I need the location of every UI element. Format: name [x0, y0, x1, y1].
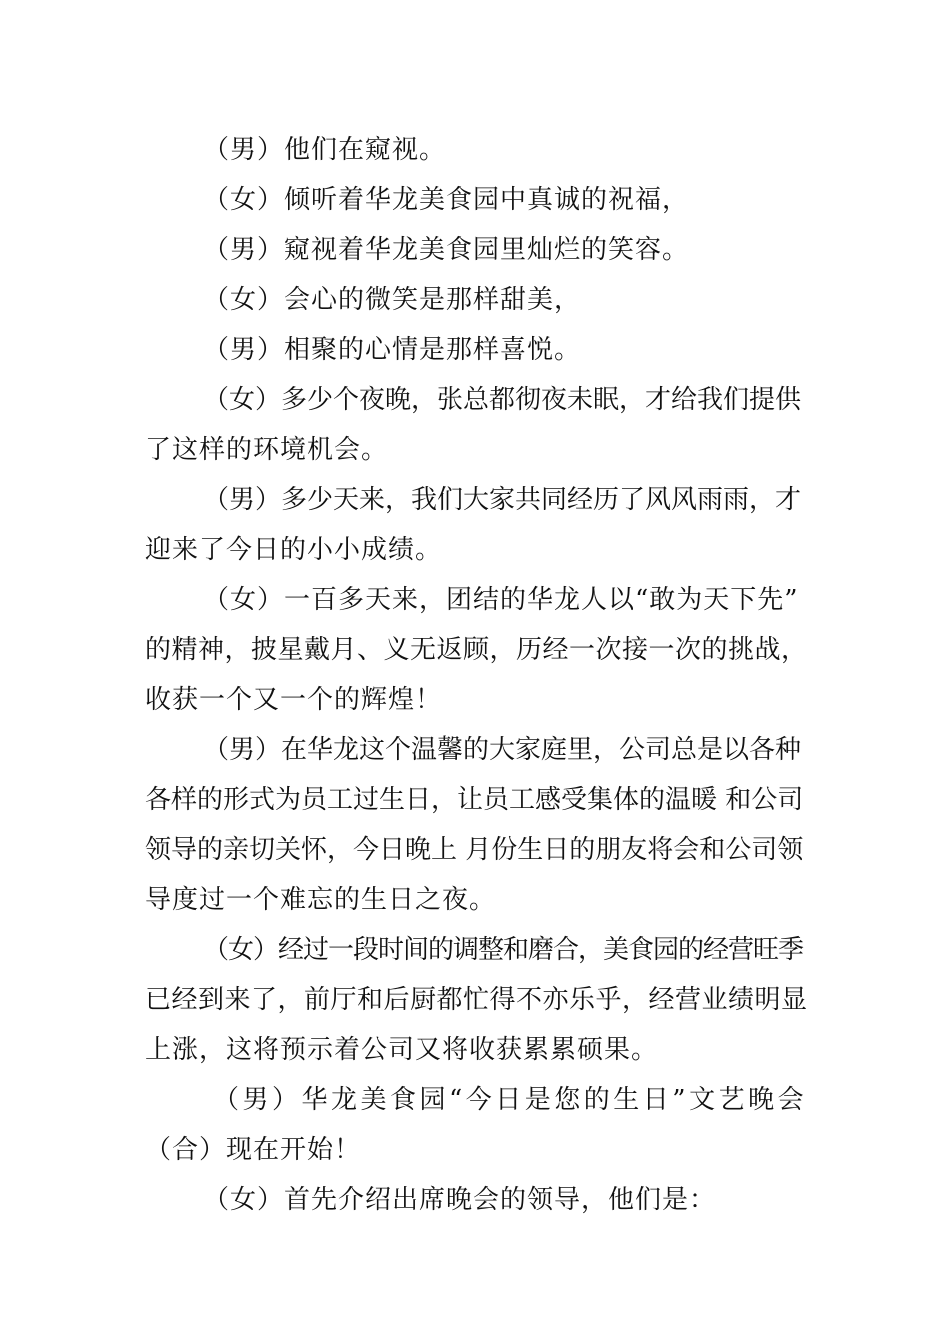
text-line-13: （男）在华龙这个温馨的大家庭里，公司总是以各种	[203, 735, 802, 765]
text-line-8: （男）多少天来，我们大家共同经历了风风雨雨，才	[203, 485, 802, 515]
text-line-19: 上涨，这将预示着公司又将收获累累硕果。	[145, 1035, 659, 1065]
text-line-7: 了这样的环境机会。	[145, 435, 389, 465]
text-line-18: 已经到来了，前厅和后厨都忙得不亦乐乎，经营业绩明显	[145, 985, 808, 1015]
text-line-12: 收获一个又一个的辉煌！	[145, 685, 443, 715]
text-line-3: （男）窥视着华龙美食园里灿烂的笑容。	[203, 235, 690, 265]
text-line-5: （男）相聚的心情是那样喜悦。	[203, 335, 582, 365]
text-line-6: （女）多少个夜晚，张总都彻夜未眠，才给我们提供	[203, 385, 802, 415]
text-line-17: （女）经过一段时间的调整和磨合，美食园的经营旺季	[203, 935, 804, 965]
text-line-1: （男）他们在窥视。	[203, 135, 447, 165]
text-line-16: 导度过一个难忘的生日之夜。	[145, 885, 497, 915]
text-line-15: 领导的亲切关怀，今日晚上 月份生日的朋友将会和公司领	[145, 835, 804, 865]
text-line-2: （女）倾听着华龙美食园中真诚的祝福，	[203, 185, 690, 215]
text-line-20: （男）华龙美食园“今日是您的生日”文艺晚会	[213, 1085, 808, 1115]
text-line-21: （合）现在开始！	[145, 1135, 362, 1165]
text-line-22: （女）首先介绍出席晚会的领导，他们是：	[203, 1185, 717, 1215]
text-line-14: 各样的形式为员工过生日，让员工感受集体的温暖 和公司	[145, 785, 804, 815]
text-line-11: 的精神，披星戴月、义无返顾，历经一次接一次的挑战，	[145, 635, 808, 665]
text-line-9: 迎来了今日的小小成绩。	[145, 535, 443, 565]
text-line-4: （女）会心的微笑是那样甜美，	[203, 285, 582, 315]
text-line-10: （女）一百多天来，团结的华龙人以“敢为天下先”	[203, 585, 799, 615]
